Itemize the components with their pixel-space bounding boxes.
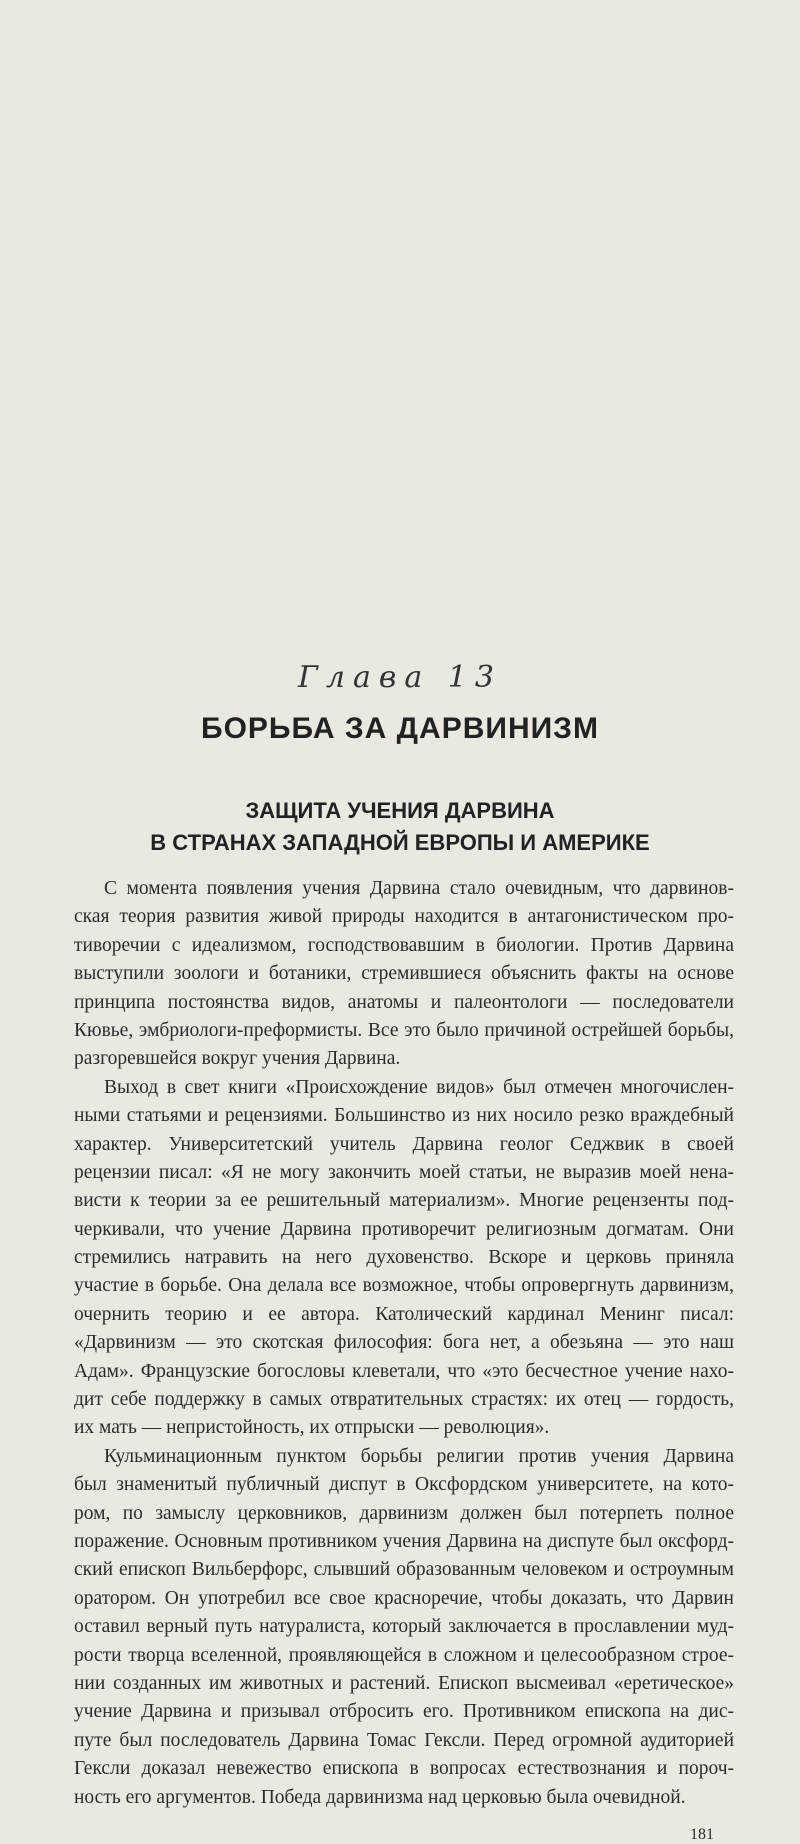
text-line: оратором. Он употребил все свое красноречие, чтобы доказать, что Дарвин <box>74 1587 734 1609</box>
text-line: путе был последователь Дарвина Томас Гексли. Перед огромной аудиторией <box>74 1729 734 1751</box>
text-line: дит себе поддержку в самых отвратительных страстях: их отец — гордость, <box>74 1389 734 1411</box>
text-line: ский епископ Вильберфорс, слывший образованным человеком и остроумным <box>74 1559 734 1581</box>
section-title-line: ЗАЩИТА УЧЕНИЯ ДАРВИНА <box>245 798 555 823</box>
text-line: был знаменитый публичный диспут в Оксфордском университете, на кото- <box>74 1474 734 1496</box>
text-line: рецензии писал: «Я не могу закончить моей статьи, не выразив моей нена- <box>74 1161 734 1183</box>
body-text <box>74 875 734 1812</box>
text-line: ром, по замыслу церковников, дарвинизм должен был потерпеть полное <box>74 1502 734 1524</box>
text-line: Адам». Французские богословы клеветали, что «это бесчестное учение нахо- <box>74 1360 734 1382</box>
text-line: тиворечии с идеализмом, господствовавшим в биологии. Против Дарвина <box>74 934 734 956</box>
text-line: черкивали, что учение Дарвина противоречит религиозным догматам. Они <box>74 1218 734 1240</box>
page-number: 181 <box>690 1826 714 1843</box>
text-line: Выход в свет книги «Происхождение видов» был отмечен многочислен- <box>104 1076 734 1098</box>
text-line: учение Дарвина и призывал отбросить его. Противником епископа на дис- <box>74 1701 734 1723</box>
text-line: участие в борьбе. Она делала все возможное, чтобы опровергнуть дарвинизм, <box>74 1275 734 1297</box>
text-line: разгоревшейся вокруг учения Дарвина. <box>74 1048 401 1070</box>
text-line: Кювье, эмбриологи-преформисты. Все это было причиной острейшей борьбы, <box>74 1019 734 1041</box>
text-line: Гексли доказал невежество епископа в вопросах естествознания и пороч- <box>74 1758 734 1780</box>
text-line: Кульминационным пунктом борьбы религии против учения Дарвина <box>104 1445 734 1467</box>
text-line: выступили зоологи и ботаники, стремившиеся объяснить факты на основе <box>74 963 734 985</box>
text-line: характер. Университетский учитель Дарвина геолог Седжвик в своей <box>74 1133 734 1155</box>
section-title <box>0 795 800 859</box>
text-line: ность его аргументов. Победа дарвинизма над церковью была очевидной. <box>74 1786 686 1808</box>
text-line: висти к теории за ее решительный материализм». Многие рецензенты под- <box>74 1190 734 1212</box>
text-line: их мать — непристойность, их отпрыски — революция». <box>74 1417 550 1439</box>
text-line: оставил верный путь натуралиста, который заключается в прославлении муд- <box>74 1616 734 1638</box>
text-line: рости творца вселенной, проявляющейся в сложном и целесообразном строе- <box>74 1644 734 1666</box>
text-line: «Дарвинизм — это скотская философия: бога нет, а обезьяна — это наш <box>74 1332 734 1354</box>
chapter-label: Глава 13 <box>298 660 502 695</box>
text-line: очернить теорию и ее автора. Католический кардинал Менинг писал: <box>74 1303 734 1325</box>
text-line: стремились натравить на него духовенство. Вскоре и церковь приняла <box>74 1247 734 1269</box>
text-line: принципа постоянства видов, анатомы и палеонтологи — последователи <box>74 991 734 1013</box>
section-title-line: В СТРАНАХ ЗАПАДНОЙ ЕВРОПЫ И АМЕРИКЕ <box>150 830 650 855</box>
chapter-title: БОРЬБА ЗА ДАРВИНИЗМ <box>201 712 599 745</box>
text-line: ская теория развития живой природы находится в антагонистическом про- <box>74 906 734 928</box>
text-line: ными статьями и рецензиями. Большинство из них носило резко враждебный <box>74 1105 734 1127</box>
text-line: нии созданных им животных и растений. Епископ высмеивал «еретическое» <box>74 1672 734 1694</box>
text-line: поражение. Основным противником учения Дарвина на диспуте был оксфорд- <box>74 1530 734 1552</box>
text-line: С момента появления учения Дарвина стало очевидным, что дарвинов- <box>104 878 734 899</box>
